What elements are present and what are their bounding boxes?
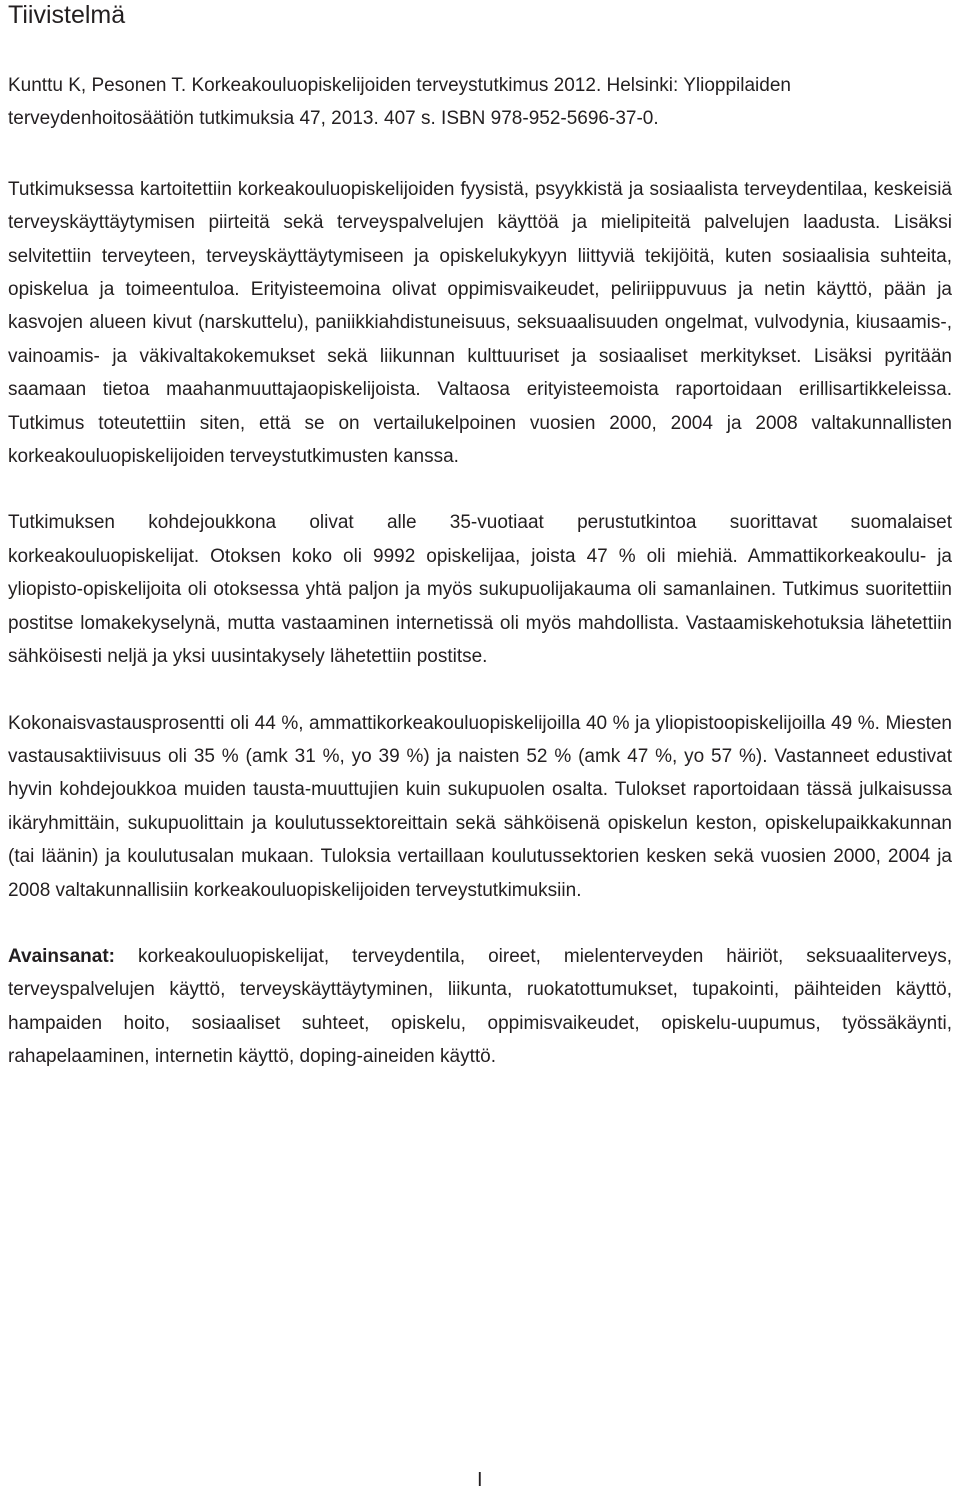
keywords-label: Avainsanat: — [8, 945, 115, 967]
abstract-paragraph-3: Kokonaisvastausprosentti oli 44 %, ammattikorkeakouluopiskelijoilla 40 % ja yliopistoopiskelijoilla 49 %. Miesten vastausaktiivisuus oli 35 % (amk 31 %, yo 39 %) ja naisten 52 % (amk 47 %, yo 57 %). Vastanneet edustivat hyvin kohdejoukkoa muiden tausta-muuttujien kuin sukupuolen osalta. Tulokset raportoidaan tässä julkaisussa ikäryhmittäin, sukupuolittain ja koulutussektoreittain sekä sähköisenä opiskelun keston, opiskelupaikkakunnan (tai läänin) ja koulutusalan mukaan. Tuloksia vertaillaan koulutussektorien kesken sekä vuosien 2000, 2004 ja 2008 valtakunnallisiin korkeakouluopiskelijoiden terveystutkimuksiin. — [8, 712, 952, 901]
page-title: Tiivistelmä — [8, 1, 126, 29]
citation: Kunttu K, Pesonen T. Korkeakouluopiskelijoiden terveystutkimus 2012. Helsinki: Ylioppilaiden terveydenhoitosäätiön tutkimuksia 47, 2013. 407 s. ISBN 978-952-5696-37-0. — [8, 75, 791, 130]
abstract-paragraph-1: Tutkimuksessa kartoitettiin korkeakouluopiskelijoiden fyysistä, psyykkistä ja sosiaalista terveydentilaa, keskeisiä terveyskäyttäytymisen piirteitä sekä terveyspalvelujen käyttöä ja mielipiteitä palvelujen laadusta. Lisäksi selvitettiin terveyteen, terveyskäyttäytymiseen ja opiskelukykyyn liittyviä tekijöitä, kuten sosiaalisia suhteita, opiskelua ja toimeentuloa. Erityisteemoina olivat oppimisvaikeudet, peliriippuvuus ja netin käyttö, pään ja kasvojen alueen kivut (narskuttelu), paniikkiahdistuneisuus, seksuaalisuuden ongelmat, vulvodynia, kiusaamis-, vainoamis- ja väkivaltakokemukset sekä liikunnan kulttuuriset ja sosiaaliset merkitykset. Lisäksi pyritään saamaan tietoa maahanmuuttajaopiskelijoista. Valtaosa erityisteemoista raportoidaan erillisartikkeleissa. Tutkimus toteutettiin siten, että se on vertailukelpoinen vuosien 2000, 2004 ja 2008 valtakunnallisten korkeakouluopiskelijoiden terveystutkimusten kanssa. — [8, 178, 952, 468]
page-number: I — [477, 1469, 483, 1491]
abstract-paragraph-2: Tutkimuksen kohdejoukkona olivat alle 35-vuotiaat perustutkintoa suorittavat suomalaiset korkeakouluopiskelijat. Otoksen koko oli 9992 opiskelijaa, joista 47 % oli miehiä. Ammattikorkeakoulu- ja yliopisto-opiskelijoita oli otoksessa yhtä paljon ja myös sukupuolijakauma oli samanlainen. Tutkimus suoritettiin postitse lomakekyselynä, mutta vastaaminen internetissä oli myös mahdollista. Vastaamiskehotuksia lähetettiin sähköisesti neljä ja yksi uusintakysely lähetettiin postitse. — [8, 512, 952, 668]
keywords — [8, 940, 952, 1074]
document-page — [8, 0, 952, 1074]
keywords-text: korkeakouluopiskelijat, terveydentila, oireet, mielenterveyden häiriöt, seksuaaliterveys, terveyspalvelujen käyttö, terveyskäyttäytyminen, liikunta, ruokatottumukset, tupakointi, päihteiden käyttö, hampaiden hoito, sosiaaliset suhteet, opiskelu, oppimisvaikeudet, opiskelu-uupumus, työssäkäynti, rahapelaaminen, internetin käyttö, doping-aineiden käyttö. — [8, 945, 952, 1068]
